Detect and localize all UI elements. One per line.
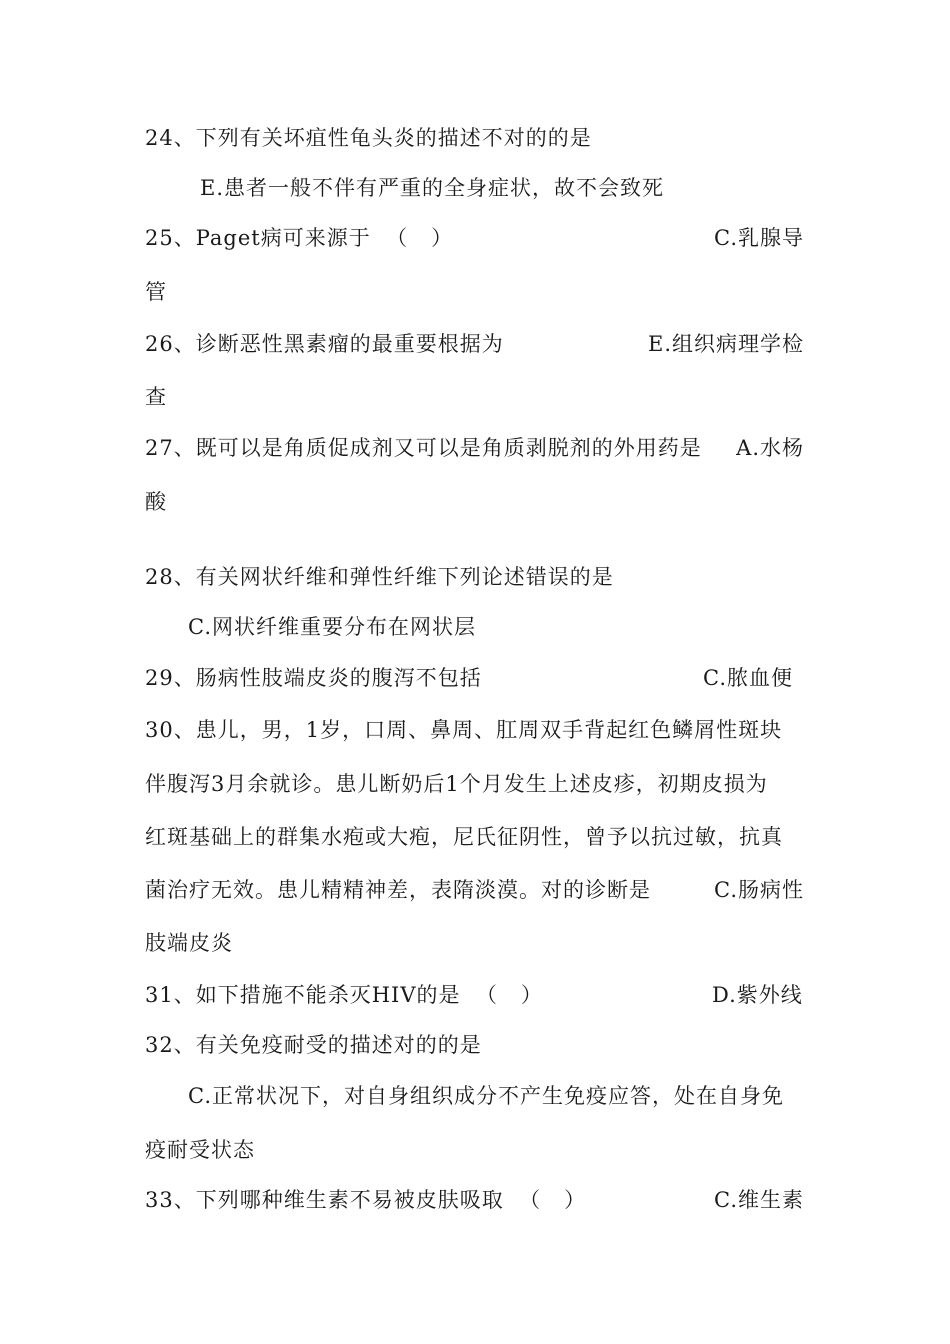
question-26-answer-cont: 查 [145, 385, 167, 409]
question-30-answer-cont: 肢端皮炎 [145, 931, 233, 955]
question-30-line-2: 伴腹泻3月余就诊。患儿断奶后1个月发生上述皮疹，初期皮损为 [145, 772, 768, 796]
question-26-stem: 26、诊断恶性黑素瘤的最重要根据为 [145, 332, 504, 356]
question-33-answer: C.维生素 [714, 1188, 804, 1212]
question-28-stem: 28、有关网状纤维和弹性纤维下列论述错误的是 [145, 565, 614, 589]
question-27-stem: 27、既可以是角质促成剂又可以是角质剥脱剂的外用药是 [145, 436, 702, 460]
question-28-answer: C.网状纤维重要分布在网状层 [188, 615, 476, 639]
question-30-line-3: 红斑基础上的群集水疱或大疱，尼氏征阴性，曾予以抗过敏，抗真 [145, 825, 783, 849]
question-29-stem: 29、肠病性肢端皮炎的腹泻不包括 [145, 666, 482, 690]
question-24-answer: E.患者一般不伴有严重的全身症状，故不会致死 [200, 176, 665, 200]
question-31-stem: 31、如下措施不能杀灭HIV的是 （ ） [145, 983, 543, 1007]
question-32-answer-line-1: C.正常状况下，对自身组织成分不产生免疫应答，处在自身免 [188, 1084, 784, 1108]
question-32-answer-line-2: 疫耐受状态 [145, 1138, 255, 1162]
question-24-stem: 24、下列有关坏疽性龟头炎的描述不对的的是 [145, 126, 592, 150]
question-25-stem: 25、Paget病可来源于 （ ） [145, 226, 454, 250]
question-27-answer: A.水杨 [736, 436, 804, 460]
question-31-answer: D.紫外线 [712, 983, 803, 1007]
question-25-answer-cont: 管 [145, 280, 167, 304]
question-26-answer: E.组织病理学检 [647, 332, 804, 356]
question-30-line-4: 菌治疗无效。患儿精精神差，表隋淡漠。对的诊断是 [145, 878, 651, 902]
question-29-answer: C.脓血便 [703, 666, 793, 690]
question-27-answer-cont: 酸 [145, 490, 167, 514]
question-32-stem: 32、有关免疫耐受的描述对的的是 [145, 1033, 482, 1057]
question-33-stem: 33、下列哪种维生素不易被皮肤吸取 （ ） [145, 1188, 587, 1212]
question-30-line-1: 30、患儿，男，1岁，口周、鼻周、肛周双手背起红色鳞屑性斑块 [145, 718, 783, 742]
question-25-answer: C.乳腺导 [714, 226, 804, 250]
question-30-answer: C.肠病性 [714, 878, 804, 902]
